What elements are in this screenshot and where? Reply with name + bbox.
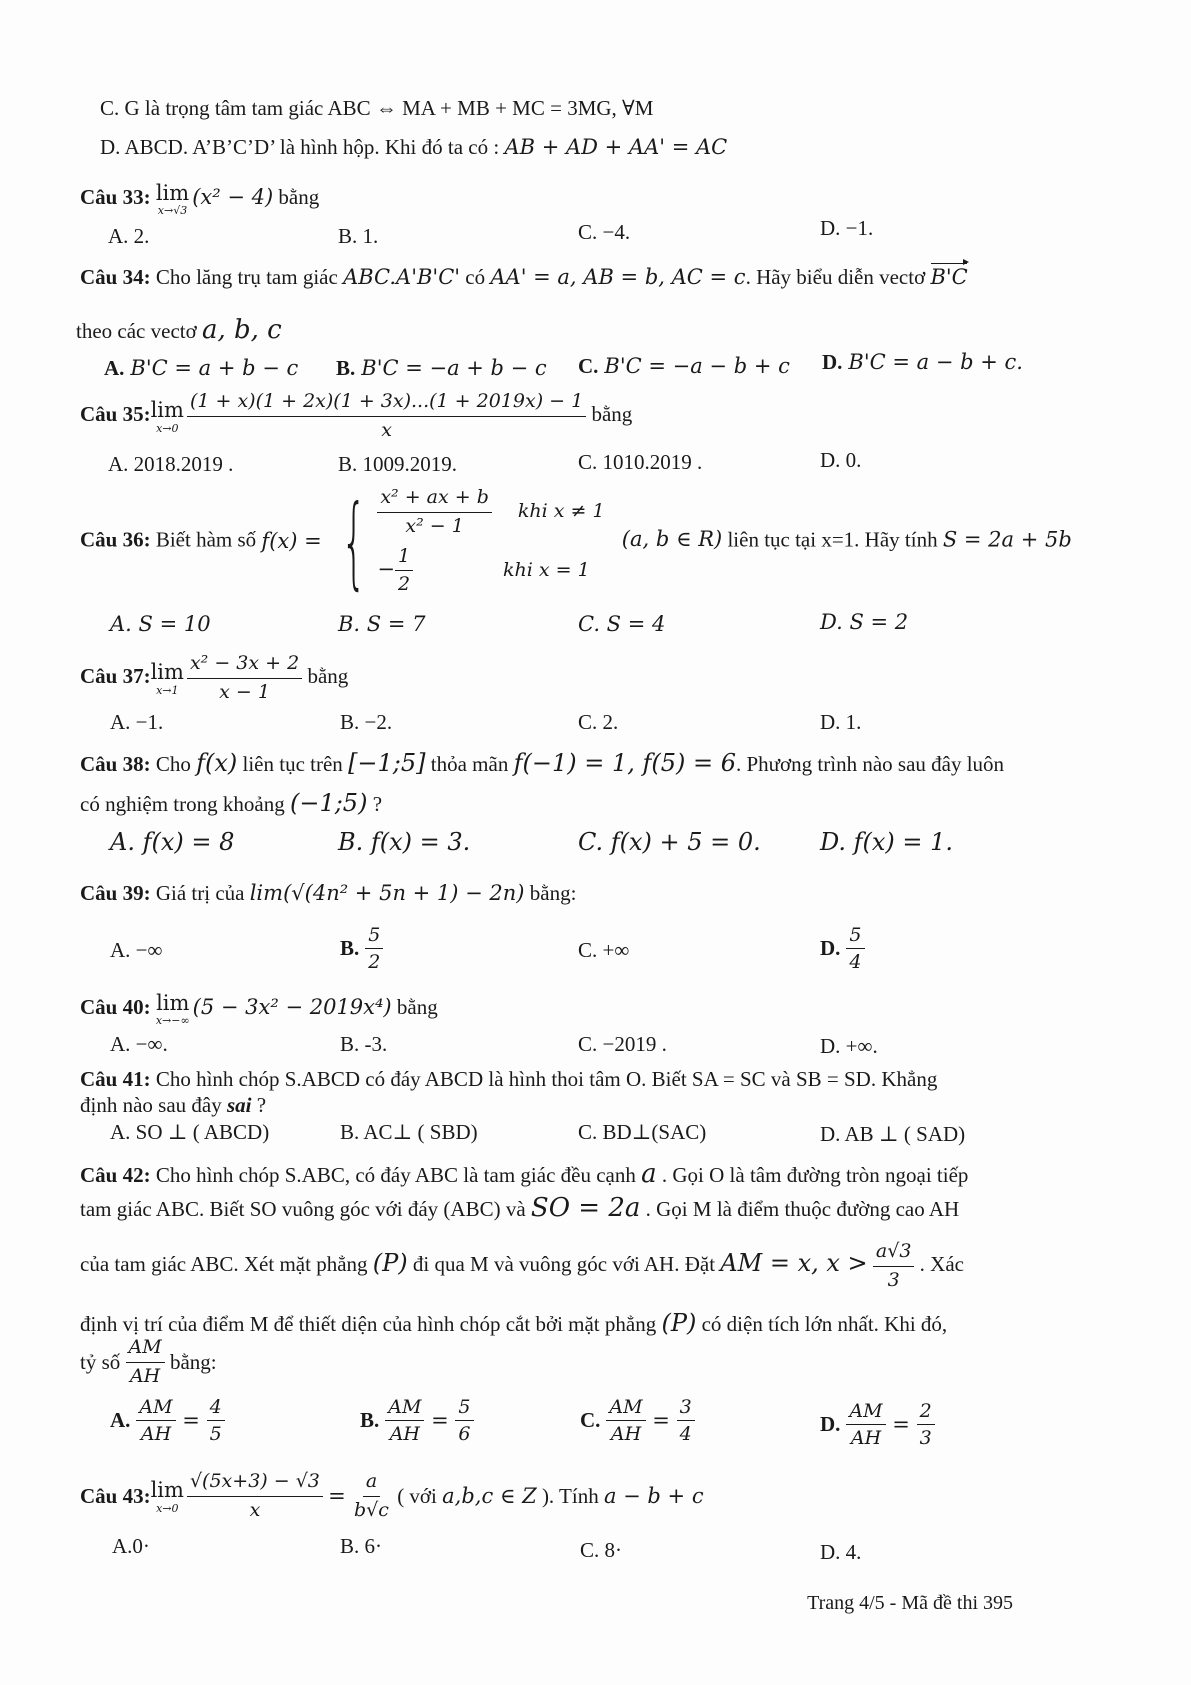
limit-fraction: $\frac{√(5x+3) - √3}{x}$	[187, 1470, 323, 1523]
question-text: Biết hàm số	[155, 527, 257, 552]
limit: lim x→1	[150, 660, 184, 697]
q38-option-a[interactable]: A. f(x) = 8	[110, 828, 235, 856]
limit: lim x→−∞	[155, 991, 190, 1028]
option-d-prev	[100, 134, 727, 160]
q33-option-b[interactable]: B. 1.	[338, 224, 379, 248]
q39-option-b[interactable]: B. $\frac{5}{2}$	[340, 924, 383, 973]
question-42	[80, 1158, 968, 1191]
q35-option-b[interactable]: B. 1009.2019.	[338, 452, 458, 476]
q34-option-a[interactable]: A. B'C = a + b − c	[104, 356, 299, 380]
limit: lim x→√3	[155, 181, 190, 218]
q41-option-d[interactable]: D. AB ⊥ ( SAD)	[820, 1122, 966, 1146]
q36-option-b[interactable]: B. S = 7	[338, 612, 426, 636]
question-text: Giá trị của	[155, 881, 245, 905]
limit-expr: lim(√(4n² + 5n + 1) − 2n)	[249, 881, 525, 905]
question-label: Câu 40:	[80, 994, 151, 1019]
q42-option-d[interactable]: D. $\frac{AM}{AH}$ = $\frac{2}{3}$	[820, 1400, 935, 1449]
question-label: Câu 38:	[80, 752, 151, 776]
question-42-line3	[80, 1240, 964, 1293]
question-tail: bằng:	[529, 881, 577, 905]
question-text: Cho lăng trụ tam giác	[155, 265, 338, 289]
q40-option-c[interactable]: C. −2019 .	[578, 1032, 667, 1056]
condition: f(−1) = 1, f(5) = 6	[513, 749, 736, 777]
question-35	[80, 390, 632, 443]
function: f(x)	[196, 749, 238, 777]
q36-option-a[interactable]: A. S = 10	[110, 612, 211, 636]
q39-option-c[interactable]: C. +∞	[578, 938, 630, 962]
equals-sign: =	[328, 1484, 346, 1509]
given-vectors: AA' = a, AB = b, AC = c	[490, 265, 746, 289]
question-text: liên tục tại x=1. Hãy tính	[727, 527, 938, 552]
question-42-line4	[80, 1308, 947, 1338]
q34-option-b[interactable]: B. B'C = −a + b − c	[336, 356, 547, 380]
result-fraction: $\frac{a}{b√c}$	[354, 1470, 389, 1521]
q34-option-c[interactable]: C. B'C = −a − b + c	[578, 354, 790, 378]
question-text: ). Tính	[541, 1484, 599, 1509]
question-text: định vị trí của điểm M để thiết diện của hình chóp cắt bởi mặt phẳng	[80, 1312, 657, 1336]
domain: (a, b ∈ R)	[621, 527, 723, 552]
question-label: Câu 35:	[80, 402, 151, 427]
q37-option-c[interactable]: C. 2.	[578, 710, 619, 734]
target-expr: a − b + c	[603, 1484, 704, 1509]
brace-icon: {	[340, 482, 367, 600]
q37-option-d[interactable]: D. 1.	[820, 710, 862, 734]
question-text: có	[465, 265, 486, 289]
plane-p: (P)	[372, 1249, 408, 1278]
q33-option-d[interactable]: D. −1.	[820, 216, 874, 240]
question-39	[80, 880, 576, 906]
q38-option-d[interactable]: D. f(x) = 1.	[820, 828, 954, 856]
question-mark: ?	[256, 1093, 267, 1117]
question-label: Câu 42:	[80, 1163, 151, 1187]
q37-option-a[interactable]: A. −1.	[110, 710, 164, 734]
question-42-line5	[80, 1336, 217, 1389]
question-tail: bằng	[591, 402, 633, 427]
ratio-fraction: $\frac{AM}{AH}$	[126, 1336, 165, 1389]
q38-option-b[interactable]: B. f(x) = 3.	[338, 828, 471, 856]
limit-fraction: $\frac{\text{x² − 3x + 2}}{x - 1}$	[187, 652, 302, 705]
question-label: Câu 43:	[80, 1484, 151, 1509]
q39-option-d[interactable]: D. $\frac{5}{4}$	[820, 924, 865, 973]
q42-option-c[interactable]: C. $\frac{AM}{AH}$ = $\frac{3}{4}$	[580, 1396, 695, 1445]
open-interval: (−1;5)	[289, 789, 368, 817]
q40-option-d[interactable]: D. +∞.	[820, 1034, 878, 1058]
q41-option-a[interactable]: A. SO ⊥ ( ABCD)	[110, 1120, 270, 1144]
basis-vectors: a, b, c	[201, 315, 282, 345]
question-label: Câu 41:	[80, 1067, 151, 1091]
question-text: ( với	[397, 1484, 437, 1509]
question-mark: ?	[372, 792, 383, 816]
q35-option-a[interactable]: A. 2018.2019 .	[108, 452, 234, 476]
am-condition: AM = x, x >	[720, 1249, 868, 1278]
q33-option-c[interactable]: C. −4.	[578, 220, 631, 244]
q33-option-a[interactable]: A. 2.	[108, 224, 150, 248]
emphasis-sai: sai	[226, 1093, 252, 1117]
q43-option-c[interactable]: C. 8·	[580, 1538, 622, 1562]
bound-fraction: $\frac{a√3}{3}$	[873, 1240, 915, 1293]
q35-option-c[interactable]: C. 1010.2019 .	[578, 450, 703, 474]
height-so: SO = 2a	[530, 1193, 641, 1223]
limit: lim x→0	[150, 1478, 184, 1515]
page-footer: Trang 4/5 - Mã đề thi 395	[807, 1592, 1013, 1614]
question-text: định nào sau đây	[80, 1093, 222, 1117]
option-c-prev: C. G là trọng tâm tam giác ABC ⇔ MA + MB + MC = 3MG, ∀M	[100, 96, 654, 120]
question-text: Cho	[155, 752, 191, 776]
question-37	[80, 652, 348, 705]
question-text: thỏa mãn	[430, 752, 509, 776]
question-expr: (x² − 4)	[192, 184, 274, 209]
option-d-prev-math: AB + AD + AA' = AC	[504, 135, 728, 159]
question-label: Câu 36:	[80, 527, 151, 552]
q35-option-d[interactable]: D. 0.	[820, 448, 862, 472]
q42-option-a[interactable]: A. $\frac{AM}{AH}$ = $\frac{4}{5}$	[110, 1396, 225, 1445]
question-tail: bằng	[396, 994, 438, 1019]
question-label: Câu 37:	[80, 664, 151, 689]
piecewise-function: f(x) = { $\frac{\text{x² + ax + b}}{\text{x² − 1}}$ khi x ≠ 1 − $\frac{1}{2}$ khi x = 1	[261, 482, 605, 600]
q41-option-c[interactable]: C. BD⊥(SAC)	[578, 1120, 707, 1144]
question-36	[80, 482, 1072, 600]
question-text: . Phương trình nào sau đây luôn	[736, 752, 1005, 776]
q41-option-b[interactable]: B. AC⊥ ( SBD)	[340, 1120, 478, 1144]
question-text: có diện tích lớn nhất. Khi đó,	[701, 1312, 948, 1336]
question-text: Cho hình chóp S.ABCD có đáy ABCD là hình thoi tâm O. Biết SA = SC và SB = SD. Khẳng	[155, 1067, 938, 1091]
target-vector: B'C	[930, 265, 968, 289]
q43-option-d[interactable]: D. 4.	[820, 1540, 862, 1564]
q36-option-c[interactable]: C. S = 4	[578, 612, 666, 636]
question-43	[80, 1470, 704, 1523]
question-text: theo các vectơ	[76, 319, 197, 343]
question-text: . Xác	[919, 1252, 964, 1277]
question-tail: bằng	[307, 664, 349, 689]
question-expr: (5 − 3x² − 2019x⁴)	[192, 994, 392, 1019]
question-38-line2	[80, 788, 382, 818]
question-text: . Gọi O là tâm đường tròn ngoại tiếp	[661, 1163, 969, 1187]
q36-option-d[interactable]: D. S = 2	[820, 610, 909, 634]
question-42-line2	[80, 1192, 959, 1225]
prism-name: ABC.A'B'C'	[343, 265, 461, 289]
question-tail: bằng	[278, 184, 320, 209]
q34-option-d[interactable]: D. B'C = a − b + c.	[822, 350, 1023, 374]
question-label: Câu 39:	[80, 881, 151, 905]
condition: a,b,c ∈ Z	[442, 1484, 537, 1509]
question-label: Câu 33:	[80, 184, 151, 209]
q40-option-b[interactable]: B. -3.	[340, 1032, 388, 1056]
plane-p: (P)	[661, 1309, 697, 1337]
question-34	[80, 264, 968, 290]
question-text: tỷ số	[80, 1350, 121, 1375]
question-40	[80, 990, 438, 1028]
question-38	[80, 748, 1004, 778]
question-33	[80, 180, 319, 218]
q42-option-b[interactable]: B. $\frac{AM}{AH}$ = $\frac{5}{6}$	[360, 1396, 474, 1445]
q43-option-b[interactable]: B. 6·	[340, 1534, 382, 1558]
question-tail: bằng:	[169, 1350, 217, 1375]
question-text: có nghiệm trong khoảng	[80, 792, 285, 816]
option-d-prev-text: D. ABCD. A’B’C’D’ là hình hộp. Khi đó ta có :	[100, 135, 500, 159]
side-a: a	[641, 1159, 657, 1189]
q40-option-a[interactable]: A. −∞.	[110, 1032, 168, 1056]
question-text: đi qua M và vuông góc với AH. Đặt	[412, 1252, 716, 1277]
question-text: tam giác ABC. Biết SO vuông góc với đáy (ABC) và	[80, 1197, 526, 1221]
question-41	[80, 1066, 937, 1092]
q37-option-b[interactable]: B. −2.	[340, 710, 393, 734]
limit-fraction: $\frac{(1 + x)(1 + 2x)(1 + 3x)...(1 + 2019x) - 1}{x}$	[187, 390, 586, 443]
limit: lim x→0	[150, 398, 184, 435]
question-text: . Gọi M là điểm thuộc đường cao AH	[645, 1197, 960, 1221]
question-text: của tam giác ABC. Xét mặt phẳng	[80, 1252, 368, 1277]
question-text: . Hãy biểu diễn vectơ	[745, 265, 926, 289]
question-text: liên tục trên	[242, 752, 343, 776]
target-sum: S = 2a + 5b	[942, 527, 1072, 552]
question-label: Câu 34:	[80, 265, 151, 289]
question-41-line2	[80, 1092, 266, 1118]
q39-option-a[interactable]: A. −∞	[110, 938, 163, 962]
question-text: Cho hình chóp S.ABC, có đáy ABC là tam giác đều cạnh	[155, 1163, 636, 1187]
interval: [−1;5]	[348, 749, 426, 777]
q38-option-c[interactable]: C. f(x) + 5 = 0.	[578, 828, 761, 856]
question-34-line2	[76, 314, 282, 347]
q43-option-a[interactable]: A.0·	[112, 1534, 150, 1558]
